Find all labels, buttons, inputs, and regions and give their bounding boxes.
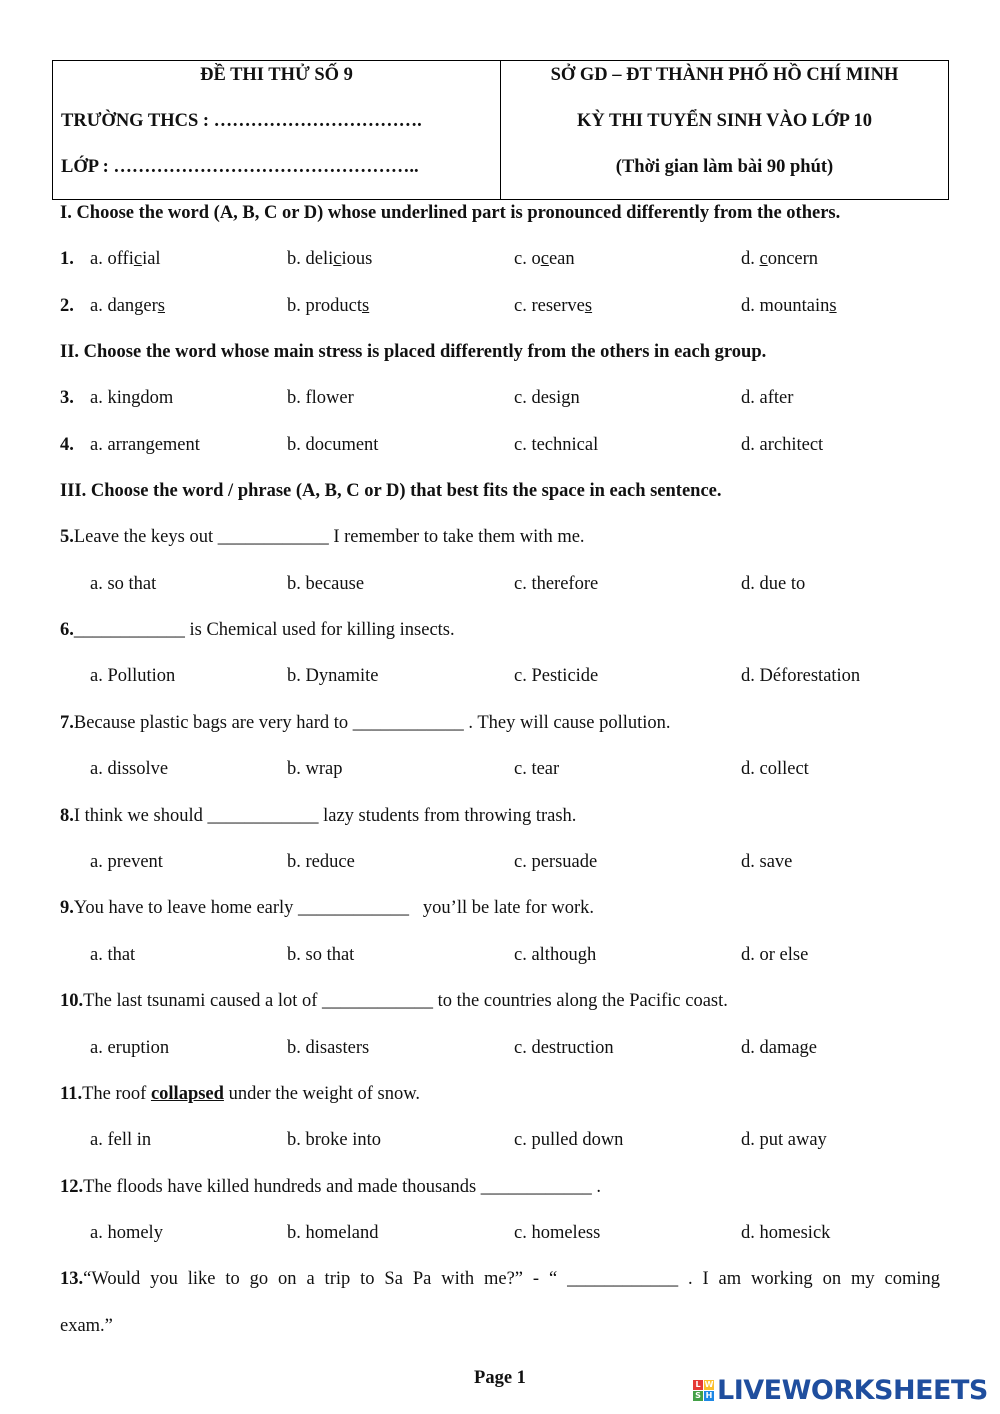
- question-number: 3.: [60, 388, 74, 408]
- question-5-stem: 5.Leave the keys out ____________ I remember to take them with me.: [60, 527, 585, 547]
- question-11-stem: 11.The roof collapsed under the weight of snow.: [60, 1084, 421, 1104]
- option-c: c. although: [514, 945, 597, 965]
- option-c: c. Pesticide: [514, 666, 599, 686]
- option-d: d. after: [741, 388, 794, 408]
- question-2: [60, 296, 940, 322]
- option-d: d. due to: [741, 574, 806, 594]
- option-a: a. dangers: [90, 296, 165, 316]
- option-c: c. destruction: [514, 1038, 614, 1058]
- option-d: d. damage: [741, 1038, 818, 1058]
- option-a: a. kingdom: [90, 388, 174, 408]
- option-b: b. broke into: [287, 1130, 382, 1150]
- option-d: d. collect: [741, 759, 809, 779]
- question-1: [60, 249, 940, 275]
- option-c: c. homeless: [514, 1223, 601, 1243]
- option-a: a. eruption: [90, 1038, 170, 1058]
- question-12-stem: 12.The floods have killed hundreds and made thousands ____________ .: [60, 1177, 602, 1197]
- question-10-options: [60, 1038, 940, 1064]
- class-field: LỚP : …………………………………………..: [61, 157, 419, 177]
- option-c: c. ocean: [514, 249, 575, 269]
- department: SỞ GD – ĐT THÀNH PHỐ HỒ CHÍ MINH: [550, 65, 899, 85]
- question-9-options: [60, 945, 940, 971]
- key-word: collapsed: [150, 1084, 224, 1104]
- option-a: a. prevent: [90, 852, 163, 872]
- option-c: c. reserves: [514, 296, 593, 316]
- option-d: d. homesick: [741, 1223, 831, 1243]
- option-a: a. Pollution: [90, 666, 176, 686]
- question-6-options: [60, 666, 940, 692]
- option-a: a. so that: [90, 574, 157, 594]
- logo-grid-icon: L W S H: [693, 1380, 714, 1401]
- question-6-stem: 6.____________ is Chemical used for killing insects.: [60, 620, 455, 640]
- option-c: c. therefore: [514, 574, 599, 594]
- question-12-options: [60, 1223, 940, 1249]
- option-a: a. fell in: [90, 1130, 152, 1150]
- option-a: a. homely: [90, 1223, 163, 1243]
- section-2-heading: II. Choose the word whose main stress is placed differently from the others in each group.: [60, 342, 767, 362]
- header-left: [53, 61, 501, 199]
- option-b: b. products: [287, 296, 370, 316]
- question-10-stem: 10.The last tsunami caused a lot of ____________ to the countries along the Pacific coast.: [60, 991, 728, 1011]
- question-8-options: [60, 852, 940, 878]
- option-b: b. document: [287, 435, 379, 455]
- option-d: d. concern: [741, 249, 819, 269]
- option-a: a. dissolve: [90, 759, 169, 779]
- question-number: 4.: [60, 435, 74, 455]
- option-b: b. homeland: [287, 1223, 379, 1243]
- question-7-options: [60, 759, 940, 785]
- option-a: a. arrangement: [90, 435, 200, 455]
- option-c: c. technical: [514, 435, 599, 455]
- option-a: a. that: [90, 945, 136, 965]
- question-4: [60, 435, 940, 461]
- question-8-stem: 8.I think we should ____________ lazy students from throwing trash.: [60, 806, 577, 826]
- time-limit: (Thời gian làm bài 90 phút): [615, 157, 834, 177]
- option-a: a. official: [90, 249, 161, 269]
- section-1-heading: I. Choose the word (A, B, C or D) whose underlined part is pronounced differently from the others.: [60, 203, 841, 223]
- section-3-heading: III. Choose the word / phrase (A, B, C or D) that best fits the space in each sentence.: [60, 481, 722, 501]
- question-9-stem: 9.You have to leave home early ____________ you’ll be late for work.: [60, 898, 594, 918]
- option-b: b. disasters: [287, 1038, 370, 1058]
- header-table: [52, 60, 949, 200]
- page-number: Page 1: [474, 1368, 526, 1388]
- school-field: TRƯỜNG THCS : …………………………….: [61, 111, 422, 131]
- question-5-options: [60, 574, 940, 600]
- option-b: b. because: [287, 574, 365, 594]
- option-d: d. architect: [741, 435, 824, 455]
- option-b: b. reduce: [287, 852, 355, 872]
- question-13-continuation: exam.”: [60, 1316, 113, 1336]
- question-number: 1.: [60, 249, 74, 269]
- question-13-stem: 13.“Would you like to go on a trip to Sa Pa with me?” - “ ____________ . I am working on my coming: [60, 1269, 940, 1289]
- option-c: c. persuade: [514, 852, 598, 872]
- header-right: [501, 61, 948, 199]
- question-11-options: [60, 1130, 940, 1156]
- question-number: 2.: [60, 296, 74, 316]
- option-b: b. wrap: [287, 759, 343, 779]
- question-7-stem: 7.Because plastic bags are very hard to ____________ . They will cause pollution.: [60, 713, 671, 733]
- option-c: c. design: [514, 388, 580, 408]
- option-d: d. put away: [741, 1130, 827, 1150]
- logo-text: LIVEWORKSHEETS: [717, 1375, 988, 1406]
- liveworksheets-logo: [693, 1375, 988, 1406]
- exam-name: KỲ THI TUYỂN SINH VÀO LỚP 10: [576, 111, 873, 131]
- option-b: b. so that: [287, 945, 355, 965]
- option-c: c. pulled down: [514, 1130, 624, 1150]
- option-d: d. save: [741, 852, 793, 872]
- option-b: b. delicious: [287, 249, 373, 269]
- option-b: b. Dynamite: [287, 666, 379, 686]
- option-c: c. tear: [514, 759, 560, 779]
- option-d: d. mountains: [741, 296, 837, 316]
- option-d: d. or else: [741, 945, 809, 965]
- option-d: d. Déforestation: [741, 666, 861, 686]
- option-b: b. flower: [287, 388, 354, 408]
- exam-title: ĐỀ THI THỬ SỐ 9: [200, 65, 353, 85]
- question-3: [60, 388, 940, 414]
